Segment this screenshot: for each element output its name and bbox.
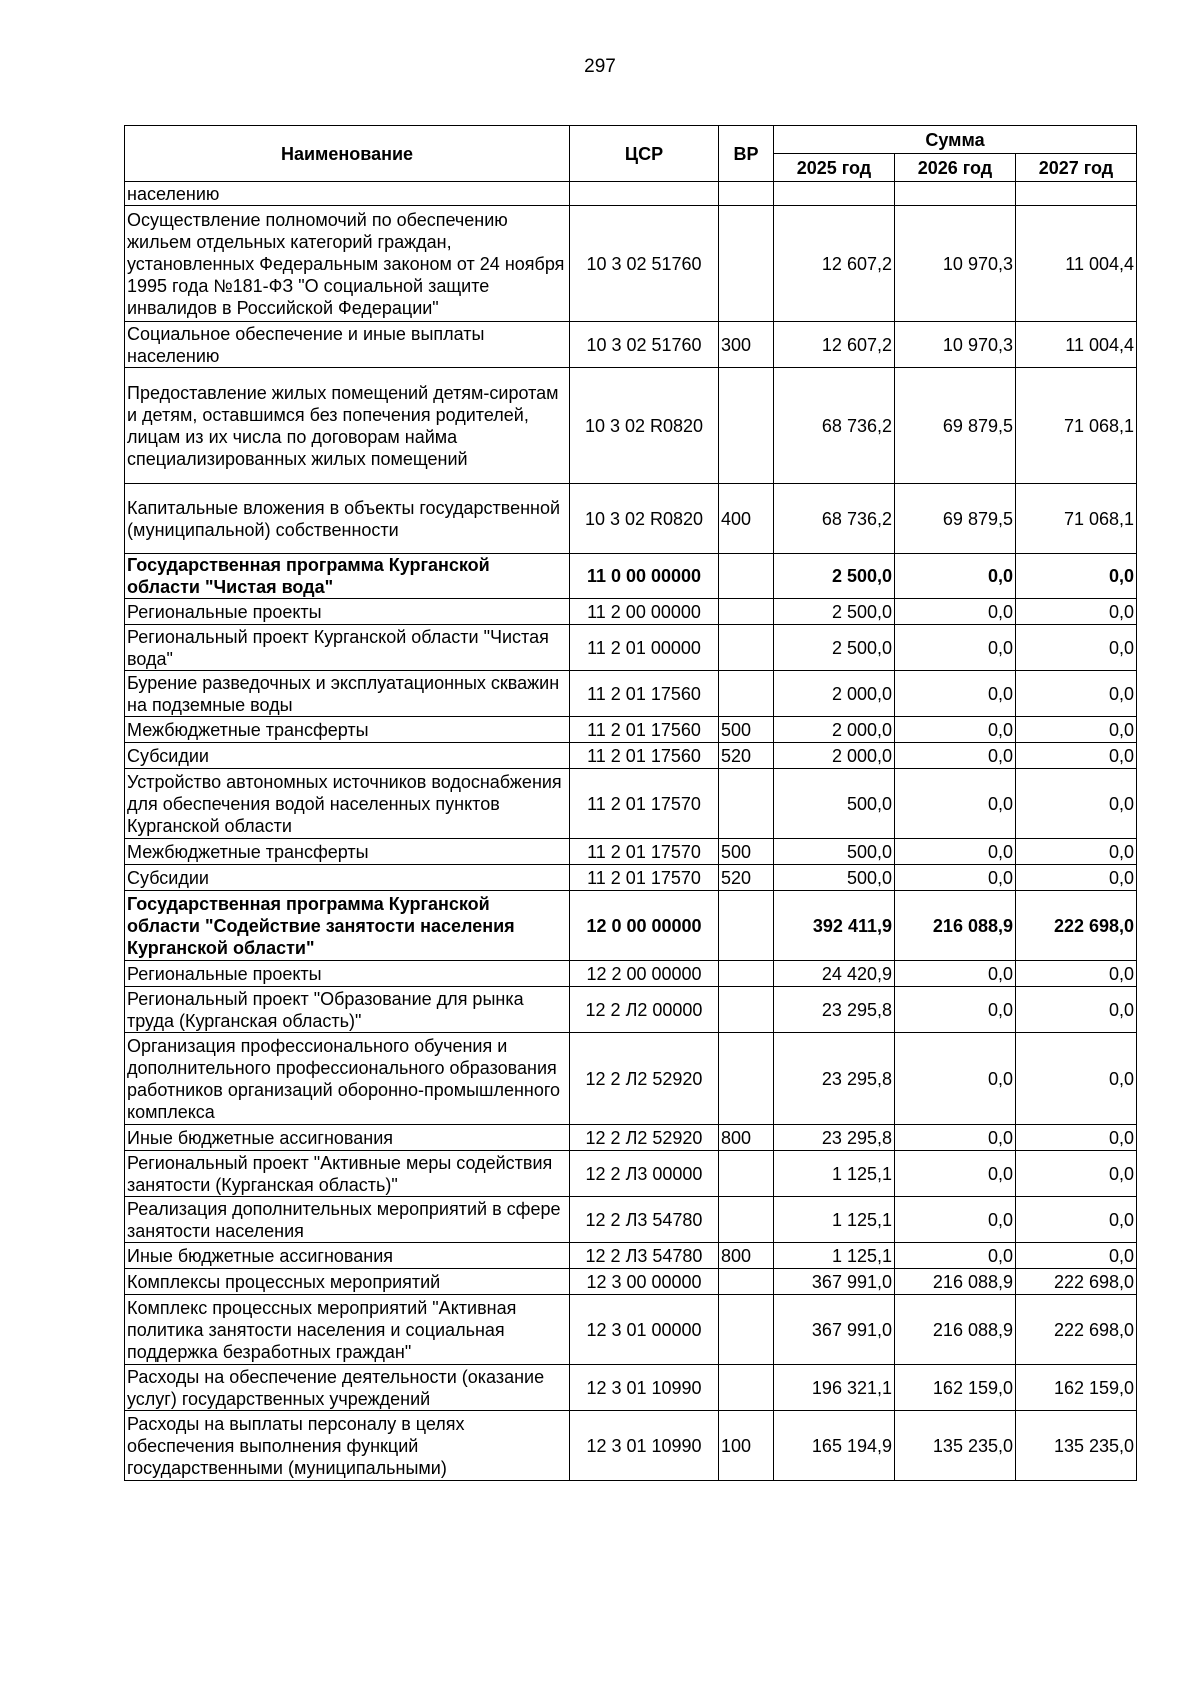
table-cell-2027: 71 068,1 [1016, 368, 1137, 484]
table-cell-vr [719, 1295, 774, 1365]
table-row [125, 1151, 1137, 1197]
table-cell-vr [719, 891, 774, 961]
header-name: Наименование [125, 126, 570, 182]
table-cell-vr [719, 1151, 774, 1197]
table-cell-vr: 300 [719, 322, 774, 368]
table-row [125, 743, 1137, 769]
table-cell-2027: 0,0 [1016, 599, 1137, 625]
table-cell-name: Региональные проекты [125, 599, 570, 625]
table-cell-2027: 135 235,0 [1016, 1411, 1137, 1481]
table-cell-csr: 11 0 00 00000 [570, 554, 719, 599]
table-row [125, 182, 1137, 206]
table-cell-name: Региональный проект "Образование для рынка труда (Курганская область)" [125, 987, 570, 1033]
table-cell-2027: 0,0 [1016, 717, 1137, 743]
table-row [125, 1269, 1137, 1295]
table-cell-2025: 23 295,8 [774, 987, 895, 1033]
table-cell-csr: 12 2 Л3 00000 [570, 1151, 719, 1197]
table-cell-vr [719, 987, 774, 1033]
table-body [125, 182, 1137, 1481]
table-cell-vr [719, 599, 774, 625]
table-cell-2026: 0,0 [895, 717, 1016, 743]
table-cell-csr: 11 2 01 17570 [570, 865, 719, 891]
table-cell-2027: 71 068,1 [1016, 484, 1137, 554]
table-cell-2026: 135 235,0 [895, 1411, 1016, 1481]
table-row [125, 987, 1137, 1033]
table-cell-2027: 162 159,0 [1016, 1365, 1137, 1411]
header-csr: ЦСР [570, 126, 719, 182]
table-cell-csr: 12 2 Л2 00000 [570, 987, 719, 1033]
table-cell-csr: 11 2 01 17570 [570, 839, 719, 865]
table-cell-2025: 500,0 [774, 839, 895, 865]
table-cell-csr: 11 2 00 00000 [570, 599, 719, 625]
table-cell-vr [719, 554, 774, 599]
table-cell-name: Иные бюджетные ассигнования [125, 1125, 570, 1151]
table-cell-2027: 0,0 [1016, 1125, 1137, 1151]
table-row [125, 839, 1137, 865]
table-cell-2026: 0,0 [895, 1151, 1016, 1197]
table-row [125, 554, 1137, 599]
table-cell-name: Межбюджетные трансферты [125, 839, 570, 865]
table-cell-2026: 0,0 [895, 1243, 1016, 1269]
table-cell-vr: 500 [719, 717, 774, 743]
table-row [125, 1411, 1137, 1481]
table-cell-2025: 500,0 [774, 865, 895, 891]
table-row [125, 891, 1137, 961]
table-cell-2027: 222 698,0 [1016, 891, 1137, 961]
table-cell-name: Социальное обеспечение и иные выплаты населению [125, 322, 570, 368]
table-cell-name: Осуществление полномочий по обеспечению жильем отдельных категорий граждан, установленных Федеральным законом от 24 ноября 1995 года №181-ФЗ "О социальной защите инвалидов в Российской Федерации" [125, 206, 570, 322]
table-cell-2025: 2 500,0 [774, 599, 895, 625]
table-cell-2025: 2 500,0 [774, 554, 895, 599]
table-cell-vr [719, 671, 774, 717]
table-cell-name: Иные бюджетные ассигнования [125, 1243, 570, 1269]
table-cell-csr: 12 2 Л2 52920 [570, 1033, 719, 1125]
table-cell-2026: 0,0 [895, 671, 1016, 717]
table-cell-csr: 12 2 Л3 54780 [570, 1197, 719, 1243]
table-cell-2026: 0,0 [895, 1125, 1016, 1151]
table-cell-vr [719, 625, 774, 671]
table-cell-2026: 0,0 [895, 1033, 1016, 1125]
table-cell-name: Государственная программа Курганской области "Содействие занятости населения Курганской области" [125, 891, 570, 961]
table-cell-2027: 0,0 [1016, 839, 1137, 865]
table-row [125, 484, 1137, 554]
table-cell-2026: 216 088,9 [895, 1269, 1016, 1295]
table-cell-name: Расходы на обеспечение деятельности (оказание услуг) государственных учреждений [125, 1365, 570, 1411]
table-cell-2027: 0,0 [1016, 1243, 1137, 1269]
table-cell-2025: 392 411,9 [774, 891, 895, 961]
table-row [125, 322, 1137, 368]
table-cell-csr: 11 2 01 17560 [570, 717, 719, 743]
table-cell-2025: 2 000,0 [774, 671, 895, 717]
table-row [125, 625, 1137, 671]
table-cell-vr [719, 1197, 774, 1243]
table-cell-csr: 12 2 Л2 52920 [570, 1125, 719, 1151]
table-cell-2025: 24 420,9 [774, 961, 895, 987]
table-cell-csr: 10 3 02 R0820 [570, 484, 719, 554]
table-cell-2027: 0,0 [1016, 1033, 1137, 1125]
table-cell-vr: 520 [719, 865, 774, 891]
table-cell-2026: 0,0 [895, 839, 1016, 865]
table-row [125, 1033, 1137, 1125]
table-cell-name: Комплексы процессных мероприятий [125, 1269, 570, 1295]
table-cell-2025: 367 991,0 [774, 1269, 895, 1295]
table-cell-2025: 165 194,9 [774, 1411, 895, 1481]
table-cell-2025: 367 991,0 [774, 1295, 895, 1365]
table-cell-2025: 23 295,8 [774, 1033, 895, 1125]
table-cell-2027: 0,0 [1016, 769, 1137, 839]
table-cell-vr [719, 206, 774, 322]
table-cell-vr [719, 1033, 774, 1125]
header-sum: Сумма [774, 126, 1137, 154]
table-cell-csr: 11 2 01 00000 [570, 625, 719, 671]
table-cell-2026: 0,0 [895, 599, 1016, 625]
table-cell-2025: 2 000,0 [774, 717, 895, 743]
table-cell-2025: 1 125,1 [774, 1197, 895, 1243]
table-cell-vr: 800 [719, 1243, 774, 1269]
table-cell-2027: 0,0 [1016, 865, 1137, 891]
table-cell-2025: 1 125,1 [774, 1243, 895, 1269]
table-row [125, 599, 1137, 625]
table-cell-name: Межбюджетные трансферты [125, 717, 570, 743]
table-cell-2027: 0,0 [1016, 1151, 1137, 1197]
table-cell-2026: 0,0 [895, 1197, 1016, 1243]
table-cell-2027: 0,0 [1016, 671, 1137, 717]
table-header [125, 126, 1137, 182]
table-cell-vr: 520 [719, 743, 774, 769]
table-cell-2027: 222 698,0 [1016, 1295, 1137, 1365]
table-cell-2026: 0,0 [895, 554, 1016, 599]
table-cell-vr: 100 [719, 1411, 774, 1481]
table-cell-2025: 23 295,8 [774, 1125, 895, 1151]
table-cell-csr: 12 3 01 10990 [570, 1365, 719, 1411]
table-cell-name: Комплекс процессных мероприятий "Активная политика занятости населения и социальная поддержка безработных граждан" [125, 1295, 570, 1365]
table-cell-2027: 0,0 [1016, 987, 1137, 1033]
header-vr: ВР [719, 126, 774, 182]
table-cell-csr [570, 182, 719, 206]
table-cell-name: Организация профессионального обучения и дополнительного профессионального образования работников организаций оборонно-промышленного комплекса [125, 1033, 570, 1125]
table-cell-csr: 12 3 00 00000 [570, 1269, 719, 1295]
table-cell-2026 [895, 182, 1016, 206]
table-cell-name: Капитальные вложения в объекты государственной (муниципальной) собственности [125, 484, 570, 554]
table-cell-csr: 12 2 Л3 54780 [570, 1243, 719, 1269]
table-cell-name: Бурение разведочных и эксплуатационных скважин на подземные воды [125, 671, 570, 717]
table-cell-csr: 10 3 02 51760 [570, 322, 719, 368]
page-number: 297 [584, 56, 616, 77]
table-row [125, 671, 1137, 717]
table-cell-csr: 12 2 00 00000 [570, 961, 719, 987]
table-cell-2027: 11 004,4 [1016, 206, 1137, 322]
table-cell-csr: 12 3 01 00000 [570, 1295, 719, 1365]
table-cell-name: Предоставление жилых помещений детям-сиротам и детям, оставшимся без попечения родителей, лицам из их числа по договорам найма специализированных жилых помещений [125, 368, 570, 484]
table-cell-name: Субсидии [125, 865, 570, 891]
table-cell-2026: 0,0 [895, 987, 1016, 1033]
table-cell-name: Государственная программа Курганской области "Чистая вода" [125, 554, 570, 599]
table-cell-name: Субсидии [125, 743, 570, 769]
table-cell-2026: 162 159,0 [895, 1365, 1016, 1411]
table-row [125, 865, 1137, 891]
table-row [125, 206, 1137, 322]
table-cell-csr: 11 2 01 17560 [570, 743, 719, 769]
table-cell-2026: 69 879,5 [895, 368, 1016, 484]
table-row [125, 961, 1137, 987]
table-cell-2026: 0,0 [895, 625, 1016, 671]
table-cell-vr [719, 1269, 774, 1295]
table-cell-2025 [774, 182, 895, 206]
table-cell-2027: 0,0 [1016, 743, 1137, 769]
table-cell-vr [719, 182, 774, 206]
table-cell-name: населению [125, 182, 570, 206]
table-cell-csr: 10 3 02 R0820 [570, 368, 719, 484]
table-cell-vr [719, 961, 774, 987]
table-cell-name: Устройство автономных источников водоснабжения для обеспечения водой населенных пунктов Курганской области [125, 769, 570, 839]
table-cell-vr [719, 368, 774, 484]
table-row [125, 368, 1137, 484]
table-cell-csr: 12 0 00 00000 [570, 891, 719, 961]
header-2025: 2025 год [774, 154, 895, 182]
table-cell-2025: 2 500,0 [774, 625, 895, 671]
table-cell-2026: 10 970,3 [895, 322, 1016, 368]
table-cell-2027: 0,0 [1016, 961, 1137, 987]
table-cell-2026: 69 879,5 [895, 484, 1016, 554]
table-cell-2026: 216 088,9 [895, 1295, 1016, 1365]
table-cell-2027: 11 004,4 [1016, 322, 1137, 368]
table-row [125, 1295, 1137, 1365]
table-row [125, 717, 1137, 743]
table-cell-2025: 12 607,2 [774, 322, 895, 368]
table-cell-vr: 400 [719, 484, 774, 554]
table-cell-2026: 216 088,9 [895, 891, 1016, 961]
header-2027: 2027 год [1016, 154, 1137, 182]
table-cell-2025: 196 321,1 [774, 1365, 895, 1411]
table-cell-2027: 222 698,0 [1016, 1269, 1137, 1295]
table-cell-2025: 1 125,1 [774, 1151, 895, 1197]
table-cell-name: Региональный проект "Активные меры содействия занятости (Курганская область)" [125, 1151, 570, 1197]
table-cell-2025: 12 607,2 [774, 206, 895, 322]
table-cell-2025: 68 736,2 [774, 368, 895, 484]
table-cell-csr: 12 3 01 10990 [570, 1411, 719, 1481]
table-cell-name: Региональный проект Курганской области "Чистая вода" [125, 625, 570, 671]
table-cell-2027 [1016, 182, 1137, 206]
table-cell-2026: 0,0 [895, 961, 1016, 987]
table-cell-2025: 500,0 [774, 769, 895, 839]
table-cell-name: Реализация дополнительных мероприятий в сфере занятости населения [125, 1197, 570, 1243]
table-row [125, 1365, 1137, 1411]
table-row [125, 769, 1137, 839]
table-cell-csr: 10 3 02 51760 [570, 206, 719, 322]
budget-table [124, 125, 1137, 1481]
header-2026: 2026 год [895, 154, 1016, 182]
table-cell-2025: 2 000,0 [774, 743, 895, 769]
table-cell-2027: 0,0 [1016, 625, 1137, 671]
table-cell-csr: 11 2 01 17570 [570, 769, 719, 839]
table-cell-2027: 0,0 [1016, 554, 1137, 599]
table-row [125, 1125, 1137, 1151]
table-cell-vr [719, 1365, 774, 1411]
table-cell-2026: 10 970,3 [895, 206, 1016, 322]
table-cell-2026: 0,0 [895, 865, 1016, 891]
table-row [125, 1197, 1137, 1243]
table-cell-vr [719, 769, 774, 839]
table-cell-2027: 0,0 [1016, 1197, 1137, 1243]
table-cell-2026: 0,0 [895, 769, 1016, 839]
table-cell-2026: 0,0 [895, 743, 1016, 769]
table-cell-vr: 500 [719, 839, 774, 865]
table-row [125, 1243, 1137, 1269]
table-cell-name: Расходы на выплаты персоналу в целях обеспечения выполнения функций государственными (муниципальными) [125, 1411, 570, 1481]
table-cell-2025: 68 736,2 [774, 484, 895, 554]
table-cell-csr: 11 2 01 17560 [570, 671, 719, 717]
table-cell-vr: 800 [719, 1125, 774, 1151]
table-cell-name: Региональные проекты [125, 961, 570, 987]
